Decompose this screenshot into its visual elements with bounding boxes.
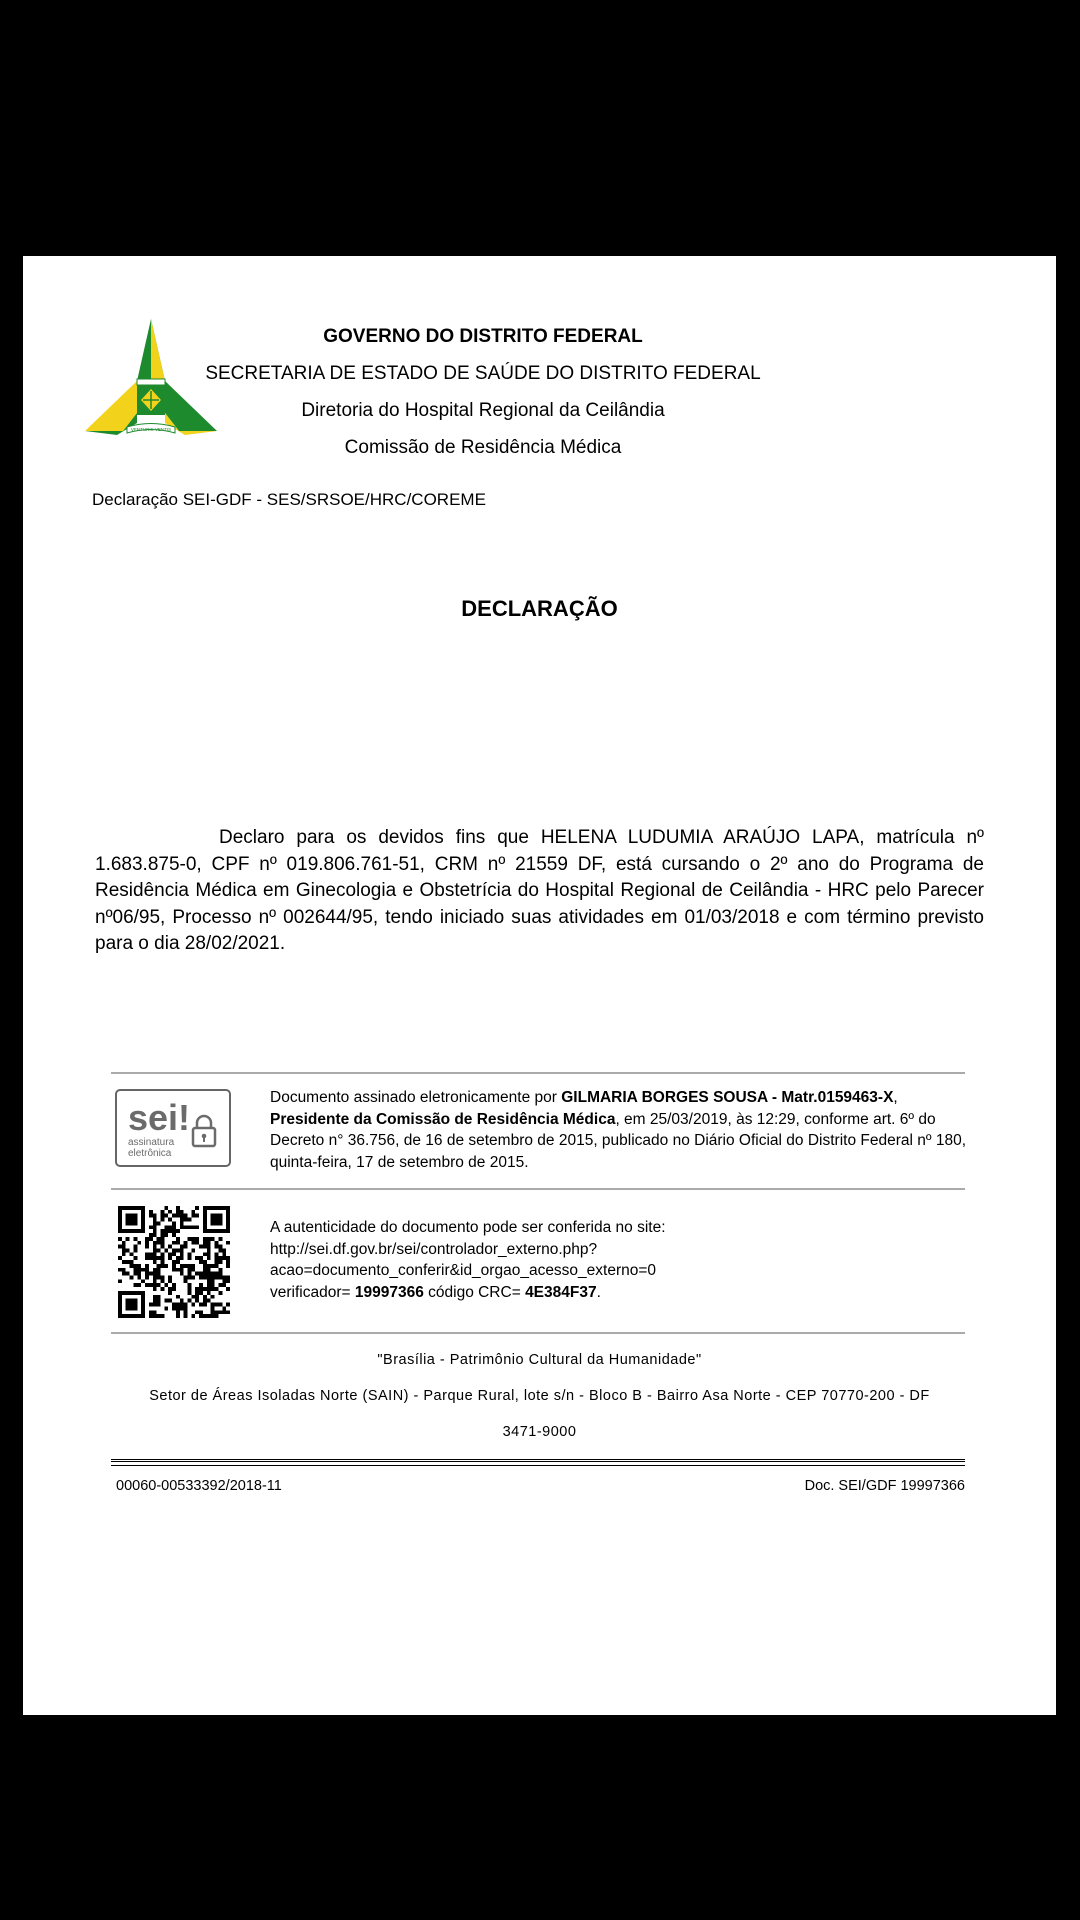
signer-name: GILMARIA BORGES SOUSA - Matr.0159463-X [561,1089,894,1106]
verifier-label: verificador= [270,1283,355,1301]
signer-role: Presidente da Comissão de Residência Médica [270,1110,616,1128]
header-directorate: Diretoria do Hospital Regional da Ceilândia [301,400,665,421]
doc-reference: Doc. SEI/GDF 19997366 [804,1478,965,1494]
signature-text [270,1087,982,1173]
footer-address: Setor de Áreas Isoladas Norte (SAIN) - Parque Rural, lote s/n - Bloco B - Bairro Asa Norte - CEP 70770-200 - DF [149,1388,930,1404]
signature-suffix: , em 25/03/2019, às 12:29, conforme art. 6º do Decreto n° 36.756, de 16 de setembro de 2015, publicado no Diário Oficial do Distrito Federal nº 180, quinta-feira, 17 de setembro de 2015. [270,1110,966,1171]
sei-logo-sub2: eletrônica [128,1148,172,1159]
signature-comma: , [893,1089,898,1106]
footer-motto: "Brasília - Patrimônio Cultural da Humanidade" [377,1352,702,1368]
footer-double-divider [111,1459,965,1466]
authenticity-intro: A autenticidade do documento pode ser conferida no site: [270,1219,666,1236]
document-title: DECLARAÇÃO [461,596,618,621]
signature-prefix: Documento assinado eletronicamente por [270,1089,562,1106]
document-page [23,256,1056,1715]
authenticity-url-params[interactable]: acao=documento_conferir&id_orgao_acesso_externo=0 [270,1262,657,1279]
divider [111,1072,965,1074]
sei-logo-graphic [117,1091,229,1165]
footer-phone: 3471-9000 [502,1424,577,1440]
crc-label: código CRC= [423,1283,526,1301]
sei-signature-logo [115,1089,231,1167]
emblem-motto: VENTURIS VENTIS [130,427,172,432]
lock-icon [193,1116,215,1146]
crc-code: 4E384F37 [525,1283,597,1301]
declaration-id: Declaração SEI-GDF - SES/SRSOE/HRC/COREME [92,490,486,509]
authenticity-url[interactable]: http://sei.df.gov.br/sei/controlador_externo.php? [270,1240,598,1258]
divider [111,1188,965,1190]
header-government: GOVERNO DO DISTRITO FEDERAL [323,326,643,347]
codes-end: . [596,1283,601,1301]
header-commission: Comissão de Residência Médica [344,437,622,458]
sei-logo-sub1: assinatura [128,1137,175,1148]
qr-code [118,1206,230,1318]
process-number: 00060-00533392/2018-11 [116,1478,282,1494]
verifier-code: 19997366 [354,1283,424,1301]
header-secretariat: SECRETARIA DE ESTADO DE SAÚDE DO DISTRITO FEDERAL [205,363,761,384]
declaration-body: Declaro para os devidos fins que HELENA LUDUMIA ARAÚJO LAPA, matrícula nº 1.683.875-0, CPF nº 019.806.761-51, CRM nº 21559 DF, está cursando o 2º ano do Programa de Residência Médica em Ginecologia e Obstetrícia do Hospital Regional de Ceilândia - HRC pelo Parecer nº06/95, Processo nº 002644/95, tendo iniciado suas atividades em 01/03/2018 e com término previsto para o dia 28/02/2021. [95,827,984,954]
sei-logo-main: sei! [128,1097,191,1138]
authenticity-text [270,1217,982,1303]
authenticity-codes [270,1282,982,1304]
divider [111,1332,965,1334]
